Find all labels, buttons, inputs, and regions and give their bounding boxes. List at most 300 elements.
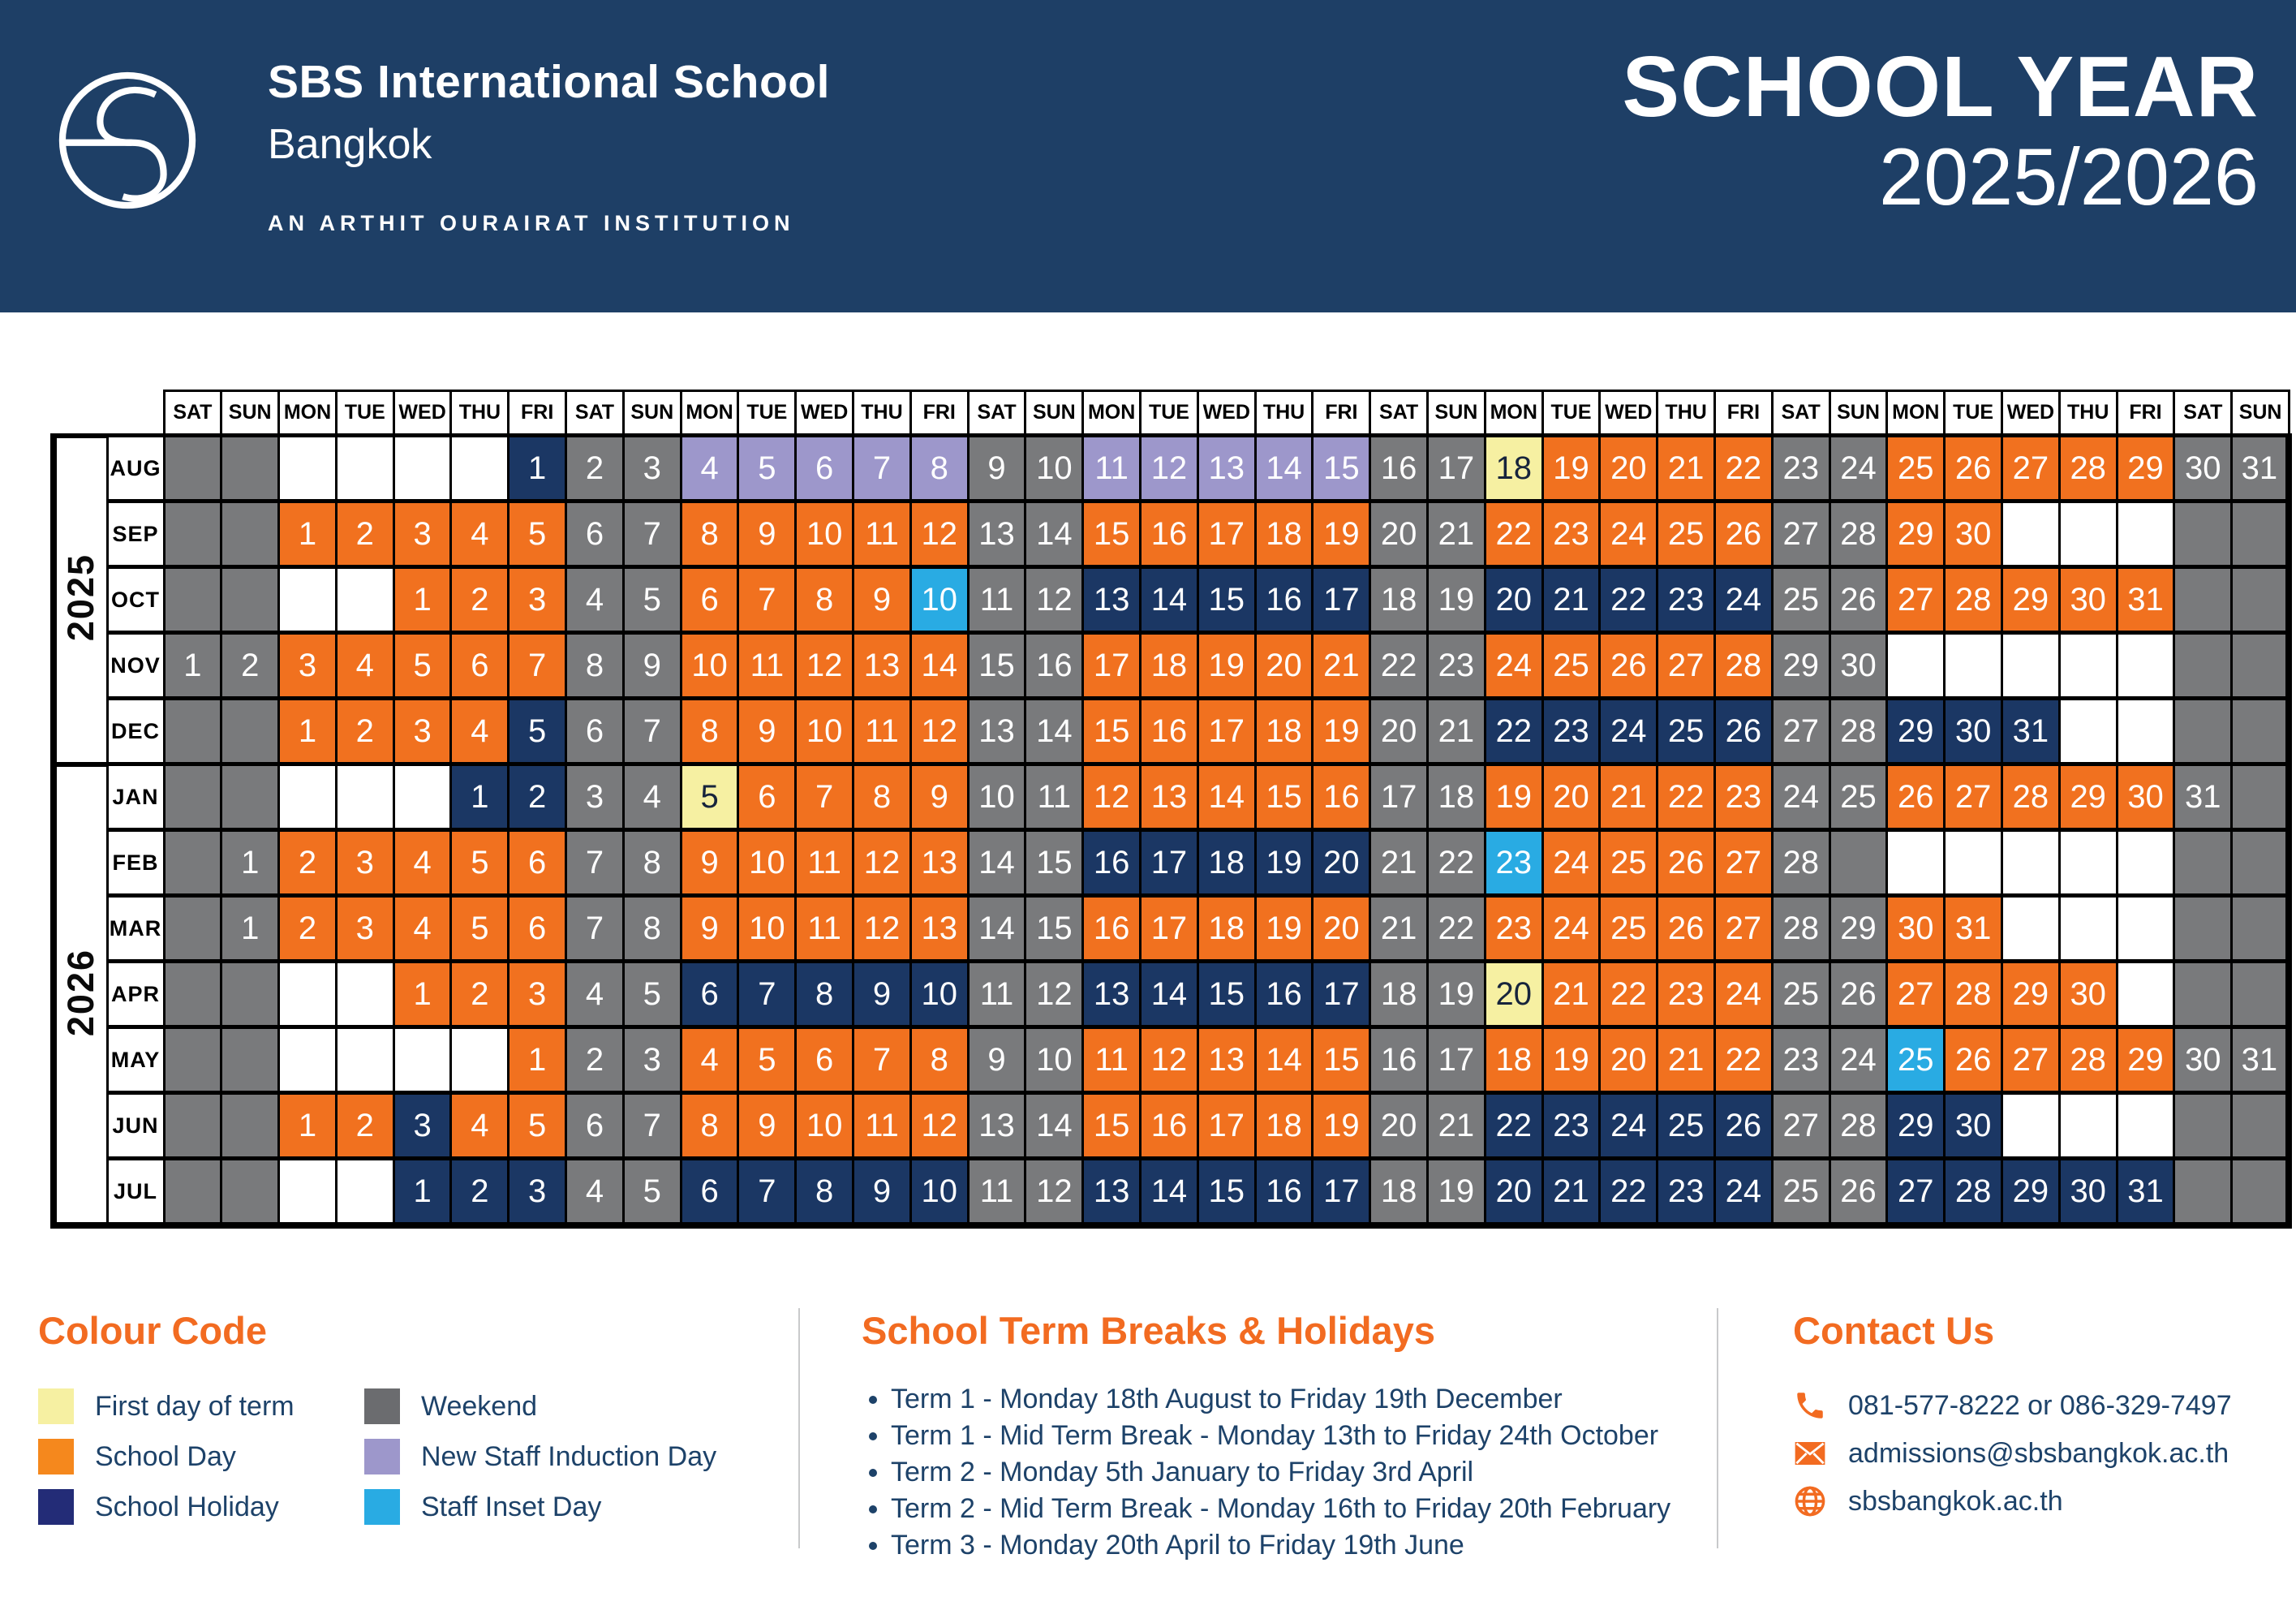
empty-cell — [2232, 962, 2290, 1027]
empty-cell — [2117, 830, 2174, 896]
staff-inset-day-swatch — [364, 1489, 400, 1525]
day-cell-school-holiday: 3 — [509, 1159, 566, 1226]
footer-divider-1 — [798, 1308, 800, 1548]
empty-cell — [221, 567, 279, 633]
day-cell-weekend: 20 — [1370, 1093, 1428, 1159]
day-cell-weekend: 15 — [968, 633, 1025, 699]
empty-cell — [451, 436, 509, 502]
day-cell-school-day: 26 — [1945, 436, 2002, 502]
day-cell-school-day: 20 — [1313, 896, 1370, 962]
empty-cell — [336, 436, 393, 502]
day-cell-school-day: 16 — [1083, 896, 1141, 962]
empty-cell — [164, 764, 221, 830]
contact-text: 081-577-8222 or 086-329-7497 — [1848, 1389, 2232, 1421]
empty-cell — [221, 1093, 279, 1159]
empty-cell — [279, 567, 337, 633]
day-cell-school-day: 1 — [393, 962, 451, 1027]
brand-block — [268, 55, 830, 236]
day-cell-school-day: 19 — [1313, 502, 1370, 567]
empty-cell — [164, 699, 221, 764]
day-cell-school-day: 23 — [1542, 502, 1600, 567]
day-cell-school-day: 19 — [1313, 699, 1370, 764]
day-cell-school-day: 30 — [1945, 502, 2002, 567]
day-cell-weekend: 7 — [566, 830, 624, 896]
day-cell-weekend: 19 — [1428, 962, 1486, 1027]
day-cell-school-holiday: 22 — [1485, 1093, 1542, 1159]
day-cell-weekend: 27 — [1772, 1093, 1829, 1159]
empty-cell — [164, 1093, 221, 1159]
day-cell-school-day: 11 — [738, 633, 796, 699]
contact-item — [1793, 1388, 2272, 1423]
day-cell-new-staff-induction-day: 11 — [1083, 436, 1141, 502]
day-cell-staff-inset-day: 25 — [1887, 1027, 1945, 1093]
day-cell-school-day: 2 — [336, 1093, 393, 1159]
day-cell-school-holiday: 25 — [1658, 699, 1715, 764]
day-cell-school-day: 20 — [1600, 436, 1658, 502]
day-cell-weekend: 11 — [968, 962, 1025, 1027]
day-cell-new-staff-induction-day: 14 — [1255, 436, 1313, 502]
day-cell-weekend: 14 — [968, 830, 1025, 896]
day-cell-school-holiday: 24 — [1600, 699, 1658, 764]
day-cell-school-day: 3 — [393, 502, 451, 567]
empty-cell — [2059, 699, 2117, 764]
day-cell-school-day: 16 — [1141, 699, 1198, 764]
day-cell-school-day: 27 — [1658, 633, 1715, 699]
day-cell-school-day: 3 — [279, 633, 337, 699]
day-cell-school-day: 29 — [2002, 962, 2060, 1027]
day-cell-school-holiday: 16 — [1255, 1159, 1313, 1226]
day-cell-school-day: 1 — [279, 699, 337, 764]
day-cell-school-holiday: 8 — [796, 962, 853, 1027]
month-label: MAR — [107, 896, 164, 962]
day-of-week-header: MON — [279, 391, 337, 436]
day-cell-school-day: 29 — [2002, 567, 2060, 633]
day-cell-weekend: 28 — [1829, 502, 1887, 567]
day-cell-school-day: 18 — [1255, 699, 1313, 764]
day-of-week-header: WED — [1600, 391, 1658, 436]
empty-cell — [279, 1027, 337, 1093]
month-label: JUN — [107, 1093, 164, 1159]
day-cell-school-day: 21 — [1313, 633, 1370, 699]
day-cell-school-day: 12 — [1141, 1027, 1198, 1093]
day-cell-weekend: 27 — [1772, 699, 1829, 764]
empty-cell — [2174, 1159, 2232, 1226]
day-cell-school-day: 4 — [451, 502, 509, 567]
day-cell-school-holiday: 2 — [451, 1159, 509, 1226]
day-cell-school-day: 12 — [910, 699, 968, 764]
day-of-week-header: SUN — [221, 391, 279, 436]
day-cell-school-holiday: 29 — [2002, 1159, 2060, 1226]
day-cell-school-holiday: 28 — [1945, 1159, 2002, 1226]
day-of-week-header: SUN — [1428, 391, 1486, 436]
day-of-week-header: FRI — [910, 391, 968, 436]
day-cell-weekend: 14 — [1025, 502, 1083, 567]
day-cell-weekend: 1 — [221, 896, 279, 962]
day-cell-weekend: 28 — [1772, 896, 1829, 962]
term-breaks-title: School Term Breaks & Holidays — [862, 1309, 1435, 1352]
colour-code-title: Colour Code — [38, 1309, 267, 1352]
contact-title: Contact Us — [1793, 1309, 1995, 1352]
day-cell-school-day: 12 — [910, 502, 968, 567]
day-cell-school-holiday: 1 — [509, 436, 566, 502]
school-city: Bangkok — [268, 121, 432, 168]
day-cell-weekend: 17 — [1370, 764, 1428, 830]
day-cell-school-day: 13 — [853, 633, 911, 699]
day-cell-weekend: 5 — [623, 567, 681, 633]
day-cell-weekend: 6 — [566, 502, 624, 567]
day-cell-school-day: 26 — [1715, 502, 1773, 567]
day-cell-weekend: 30 — [1829, 633, 1887, 699]
day-cell-weekend: 11 — [1025, 764, 1083, 830]
day-cell-school-holiday: 15 — [1197, 1159, 1255, 1226]
empty-cell — [393, 764, 451, 830]
day-cell-school-day: 1 — [509, 1027, 566, 1093]
day-of-week-header: THU — [1255, 391, 1313, 436]
day-cell-school-holiday: 16 — [1255, 567, 1313, 633]
day-cell-school-holiday: 16 — [1083, 830, 1141, 896]
day-cell-weekend: 18 — [1370, 567, 1428, 633]
day-cell-weekend: 1 — [164, 633, 221, 699]
day-cell-school-holiday: 7 — [738, 1159, 796, 1226]
legend-label: School Holiday — [95, 1491, 279, 1522]
day-cell-school-day: 28 — [1715, 633, 1773, 699]
day-cell-school-day: 3 — [509, 962, 566, 1027]
day-cell-school-day: 16 — [1141, 502, 1198, 567]
month-label: DEC — [107, 699, 164, 764]
new-staff-induction-day-swatch — [364, 1439, 400, 1474]
day-cell-school-day: 30 — [2117, 764, 2174, 830]
day-of-week-header: SAT — [1370, 391, 1428, 436]
empty-cell — [451, 1027, 509, 1093]
day-cell-weekend: 29 — [1829, 896, 1887, 962]
legend-item — [364, 1489, 716, 1525]
legend-label: First day of term — [95, 1390, 295, 1422]
day-cell-school-holiday: 23 — [1542, 1093, 1600, 1159]
empty-cell — [221, 962, 279, 1027]
empty-cell — [2174, 502, 2232, 567]
day-cell-school-holiday: 9 — [853, 962, 911, 1027]
term-break-item — [891, 1531, 1673, 1559]
day-cell-school-day: 9 — [738, 1093, 796, 1159]
empty-cell — [2002, 633, 2060, 699]
day-cell-school-holiday: 23 — [1658, 1159, 1715, 1226]
day-cell-school-day: 17 — [1197, 502, 1255, 567]
day-cell-school-day: 31 — [1945, 896, 2002, 962]
day-cell-school-day: 18 — [1255, 502, 1313, 567]
day-cell-school-day: 21 — [1600, 764, 1658, 830]
day-cell-school-day: 23 — [1658, 962, 1715, 1027]
day-of-week-header: SUN — [1025, 391, 1083, 436]
day-cell-school-holiday: 30 — [1945, 1093, 2002, 1159]
day-of-week-header: SUN — [2232, 391, 2290, 436]
day-cell-school-day: 28 — [2059, 436, 2117, 502]
day-cell-school-day: 14 — [910, 633, 968, 699]
day-cell-school-holiday: 6 — [681, 962, 738, 1027]
day-cell-school-day: 18 — [1197, 896, 1255, 962]
day-cell-weekend: 4 — [566, 962, 624, 1027]
empty-cell — [221, 502, 279, 567]
day-cell-school-day: 28 — [1945, 567, 2002, 633]
day-cell-school-day: 5 — [451, 896, 509, 962]
day-cell-weekend: 19 — [1428, 567, 1486, 633]
day-cell-school-holiday: 29 — [1887, 1093, 1945, 1159]
day-cell-weekend: 15 — [1025, 896, 1083, 962]
day-cell-school-holiday: 8 — [796, 1159, 853, 1226]
month-label: SEP — [107, 502, 164, 567]
day-cell-weekend: 4 — [566, 1159, 624, 1226]
day-cell-school-day: 11 — [796, 896, 853, 962]
empty-cell — [221, 764, 279, 830]
day-cell-school-day: 24 — [1485, 633, 1542, 699]
empty-cell — [2232, 567, 2290, 633]
day-cell-school-day: 23 — [1485, 896, 1542, 962]
contact-rows — [1793, 1388, 2272, 1518]
day-of-week-header: THU — [2059, 391, 2117, 436]
day-cell-school-day: 27 — [1715, 896, 1773, 962]
day-cell-weekend: 5 — [623, 962, 681, 1027]
legend-item — [364, 1439, 716, 1474]
empty-cell — [221, 436, 279, 502]
day-cell-school-day: 29 — [2117, 436, 2174, 502]
day-cell-school-day: 14 — [1197, 764, 1255, 830]
day-cell-weekend: 7 — [623, 699, 681, 764]
day-cell-weekend: 8 — [623, 896, 681, 962]
day-cell-school-day: 24 — [1715, 962, 1773, 1027]
empty-cell — [2117, 1093, 2174, 1159]
day-cell-school-day: 19 — [1197, 633, 1255, 699]
day-of-week-header: FRI — [509, 391, 566, 436]
day-cell-school-day: 29 — [2059, 764, 2117, 830]
day-cell-weekend: 28 — [1829, 1093, 1887, 1159]
legend-label: Weekend — [421, 1390, 538, 1422]
legend-label: School Day — [95, 1440, 236, 1472]
term-break-item — [891, 1422, 1673, 1449]
day-of-week-header: MON — [1887, 391, 1945, 436]
day-cell-weekend: 6 — [566, 699, 624, 764]
day-cell-school-day: 12 — [910, 1093, 968, 1159]
empty-cell — [2174, 567, 2232, 633]
day-cell-school-day: 17 — [1197, 1093, 1255, 1159]
day-cell-school-day: 27 — [1715, 830, 1773, 896]
year-group-cell — [54, 436, 107, 764]
day-cell-weekend: 14 — [968, 896, 1025, 962]
day-cell-school-holiday: 20 — [1313, 830, 1370, 896]
day-cell-school-holiday: 1 — [451, 764, 509, 830]
day-cell-weekend: 9 — [968, 436, 1025, 502]
day-cell-weekend: 27 — [1772, 502, 1829, 567]
day-cell-school-day: 21 — [1542, 962, 1600, 1027]
day-cell-school-day: 4 — [336, 633, 393, 699]
day-cell-school-holiday: 21 — [1542, 1159, 1600, 1226]
day-cell-school-day: 19 — [1255, 896, 1313, 962]
day-cell-school-day: 2 — [451, 567, 509, 633]
day-cell-weekend: 12 — [1025, 567, 1083, 633]
day-of-week-header: SAT — [1772, 391, 1829, 436]
year-group-cell — [54, 764, 107, 1226]
day-cell-school-day: 26 — [1887, 764, 1945, 830]
day-cell-school-day: 11 — [853, 699, 911, 764]
day-cell-school-day: 6 — [509, 830, 566, 896]
month-label: APR — [107, 962, 164, 1027]
empty-cell — [336, 764, 393, 830]
empty-cell — [164, 1027, 221, 1093]
day-cell-weekend: 20 — [1370, 502, 1428, 567]
empty-cell — [1945, 633, 2002, 699]
day-cell-school-day: 16 — [1141, 1093, 1198, 1159]
day-cell-school-holiday: 15 — [1197, 567, 1255, 633]
sbs-logo — [54, 67, 201, 214]
empty-cell — [2232, 699, 2290, 764]
day-cell-weekend: 7 — [623, 1093, 681, 1159]
month-label: MAY — [107, 1027, 164, 1093]
day-cell-school-holiday: 13 — [1083, 962, 1141, 1027]
day-cell-school-day: 8 — [681, 502, 738, 567]
day-cell-school-day: 25 — [1658, 502, 1715, 567]
day-cell-weekend: 24 — [1829, 1027, 1887, 1093]
day-cell-school-day: 15 — [1313, 1027, 1370, 1093]
empty-cell — [2117, 896, 2174, 962]
day-cell-weekend: 17 — [1428, 436, 1486, 502]
day-cell-weekend: 22 — [1370, 633, 1428, 699]
day-cell-school-day: 6 — [451, 633, 509, 699]
day-cell-school-day: 27 — [2002, 436, 2060, 502]
day-cell-weekend: 20 — [1370, 699, 1428, 764]
day-cell-school-holiday: 30 — [1945, 699, 2002, 764]
day-cell-new-staff-induction-day: 12 — [1141, 436, 1198, 502]
day-cell-school-day: 12 — [1083, 764, 1141, 830]
day-cell-school-day: 12 — [853, 896, 911, 962]
day-cell-school-day: 22 — [1485, 502, 1542, 567]
day-cell-school-day: 8 — [853, 764, 911, 830]
day-cell-weekend: 12 — [1025, 962, 1083, 1027]
day-of-week-header: MON — [681, 391, 738, 436]
day-cell-school-holiday: 22 — [1485, 699, 1542, 764]
day-cell-weekend: 25 — [1772, 962, 1829, 1027]
empty-cell — [2174, 962, 2232, 1027]
day-cell-first-day-of-term: 20 — [1485, 962, 1542, 1027]
day-of-week-header: SAT — [2174, 391, 2232, 436]
day-cell-school-day: 3 — [336, 896, 393, 962]
day-cell-school-holiday: 10 — [910, 962, 968, 1027]
day-cell-school-holiday: 3 — [393, 1093, 451, 1159]
day-cell-school-holiday: 17 — [1141, 830, 1198, 896]
day-cell-school-day: 9 — [738, 502, 796, 567]
day-of-week-header: MON — [1485, 391, 1542, 436]
day-cell-weekend: 21 — [1428, 1093, 1486, 1159]
day-cell-school-day: 4 — [451, 1093, 509, 1159]
empty-cell — [2232, 764, 2290, 830]
day-cell-school-day: 10 — [796, 1093, 853, 1159]
empty-cell — [2059, 896, 2117, 962]
day-cell-school-holiday: 2 — [509, 764, 566, 830]
empty-cell — [221, 1027, 279, 1093]
day-cell-school-holiday: 26 — [1715, 1093, 1773, 1159]
day-cell-school-day: 21 — [1658, 436, 1715, 502]
day-cell-school-holiday: 7 — [738, 962, 796, 1027]
contact-text: admissions@sbsbangkok.ac.th — [1848, 1437, 2229, 1469]
day-cell-school-day: 27 — [1887, 567, 1945, 633]
day-cell-school-holiday: 13 — [1083, 567, 1141, 633]
day-cell-weekend: 2 — [221, 633, 279, 699]
term-break-text: Term 1 - Mid Term Break - Monday 13th to Friday 24th October — [891, 1420, 1659, 1451]
globe-icon — [1793, 1484, 1827, 1518]
empty-cell — [1829, 830, 1887, 896]
day-cell-school-holiday: 16 — [1255, 962, 1313, 1027]
day-cell-weekend: 14 — [1025, 1093, 1083, 1159]
year-label: 2025 — [60, 553, 102, 642]
day-cell-school-day: 6 — [738, 764, 796, 830]
day-cell-weekend: 25 — [1772, 1159, 1829, 1226]
calendar-corner-spacer — [54, 391, 164, 436]
empty-cell — [336, 567, 393, 633]
month-label: FEB — [107, 830, 164, 896]
day-cell-school-day: 2 — [336, 502, 393, 567]
day-cell-school-day: 25 — [1600, 830, 1658, 896]
legend-column — [364, 1388, 716, 1539]
empty-cell — [279, 764, 337, 830]
empty-cell — [2059, 502, 2117, 567]
day-cell-school-holiday: 17 — [1313, 962, 1370, 1027]
term-break-item — [891, 1458, 1673, 1486]
day-cell-school-day: 2 — [279, 830, 337, 896]
empty-cell — [393, 436, 451, 502]
empty-cell — [336, 962, 393, 1027]
empty-cell — [2002, 830, 2060, 896]
day-cell-weekend: 3 — [566, 764, 624, 830]
empty-cell — [164, 436, 221, 502]
contact-section — [1793, 1308, 2272, 1532]
day-cell-school-day: 15 — [1083, 699, 1141, 764]
day-cell-weekend: 26 — [1829, 1159, 1887, 1226]
day-cell-school-holiday: 15 — [1197, 962, 1255, 1027]
first-day-of-term-swatch — [38, 1388, 74, 1424]
day-cell-weekend: 28 — [1829, 699, 1887, 764]
empty-cell — [221, 1159, 279, 1226]
empty-cell — [1887, 633, 1945, 699]
empty-cell — [2174, 896, 2232, 962]
day-of-week-header: THU — [853, 391, 911, 436]
email-icon — [1793, 1436, 1827, 1470]
day-cell-weekend: 22 — [1428, 896, 1486, 962]
poster-title — [1622, 39, 2259, 222]
day-cell-school-day: 21 — [1658, 1027, 1715, 1093]
day-cell-staff-inset-day: 10 — [910, 567, 968, 633]
day-cell-school-day: 22 — [1715, 436, 1773, 502]
day-cell-school-day: 20 — [1255, 633, 1313, 699]
day-cell-school-day: 10 — [738, 830, 796, 896]
legend-item — [364, 1388, 716, 1424]
day-cell-school-day: 7 — [853, 1027, 911, 1093]
day-cell-weekend: 24 — [1772, 764, 1829, 830]
empty-cell — [279, 1159, 337, 1226]
day-of-week-header: SUN — [623, 391, 681, 436]
empty-cell — [2059, 830, 2117, 896]
day-cell-school-holiday: 31 — [2002, 699, 2060, 764]
day-cell-weekend: 18 — [1370, 962, 1428, 1027]
day-cell-weekend: 2 — [566, 436, 624, 502]
legend-item — [38, 1439, 364, 1474]
day-cell-weekend: 25 — [1772, 567, 1829, 633]
day-cell-school-day: 2 — [336, 699, 393, 764]
day-cell-school-day: 3 — [509, 567, 566, 633]
day-cell-school-holiday: 5 — [509, 699, 566, 764]
day-cell-weekend: 11 — [968, 1159, 1025, 1226]
empty-cell — [1945, 830, 2002, 896]
day-of-week-header: SAT — [968, 391, 1025, 436]
day-cell-weekend: 26 — [1829, 962, 1887, 1027]
day-cell-weekend: 30 — [2174, 1027, 2232, 1093]
day-cell-school-day: 22 — [1600, 962, 1658, 1027]
